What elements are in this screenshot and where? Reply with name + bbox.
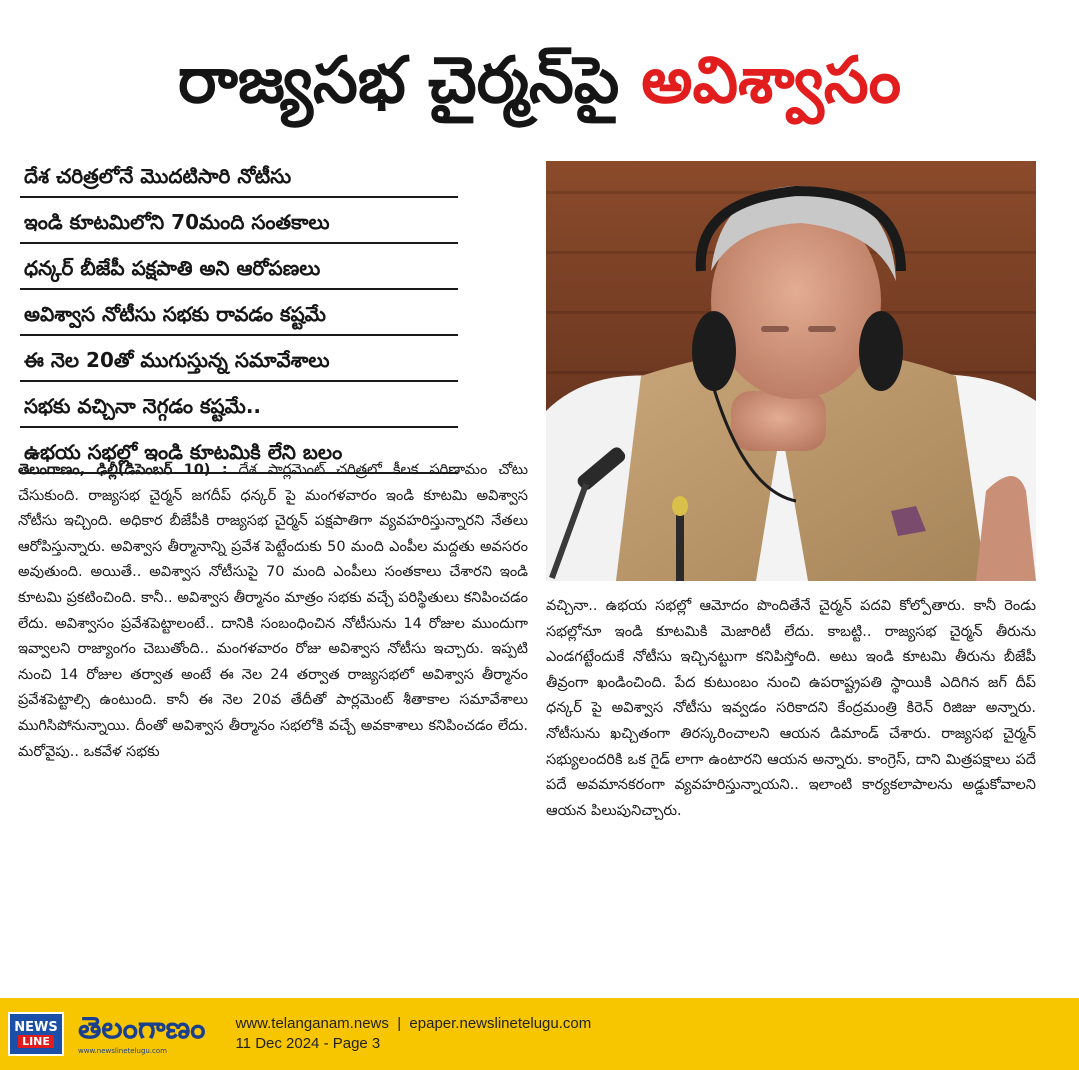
article-right-column — [546, 594, 1036, 824]
headline-part1: రాజ్యసభ చైర్మన్‌పై — [177, 44, 620, 118]
logo-news-text: NEWS — [14, 1019, 58, 1035]
highlight-item: ధన్కర్ బీజేపీ పక్షపాతి అని ఆరోపణలు — [20, 248, 458, 290]
telanganam-logo — [78, 1010, 206, 1055]
footer-date-page: 11 Dec 2024 - Page 3 — [235, 1035, 381, 1052]
logo-line-text: LINE — [18, 1035, 54, 1048]
article-dateline: తెలంగాణం, ఢిల్లీ(డిసెంబర్ 10) : — [18, 462, 228, 478]
article-left-column — [18, 458, 528, 765]
highlight-item: అవిశ్వాస నోటీసు సభకు రావడం కష్టమే — [20, 294, 458, 336]
highlight-item: ఈ నెల 20తో ముగుస్తున్న సమావేశాలు — [20, 340, 458, 382]
footer-bar — [0, 998, 1079, 1070]
highlights-list — [20, 156, 458, 478]
footer-links[interactable]: www.telanganam.news | epaper.newslinetelugu.com — [235, 1015, 592, 1032]
highlight-item: ఇండి కూటమిలోని 70మంది సంతకాలు — [20, 202, 458, 244]
chairman-photo — [546, 161, 1036, 581]
headline-part2: అవిశ్వాసం — [641, 44, 902, 118]
highlight-item: సభకు వచ్చినా నెగ్గడం కష్టమే.. — [20, 386, 458, 428]
highlight-item: దేశ చరిత్రలోనే మొదటిసారి నోటీసు — [20, 156, 458, 198]
highlight-item: ఉభయ సభల్లో ఇండి కూటమికి లేని బలం — [20, 432, 458, 474]
newsline-logo — [8, 1012, 64, 1056]
photo-illustration — [546, 161, 1036, 581]
article-right-text: వచ్చినా.. ఉభయ సభల్లో ఆమోదం పొందితేనే చైర్మన్ పదవి కోల్పోతారు. కానీ రెండు సభల్లోనూ ఇండి కూటమికి మెజారిటీ లేదు. కాబట్టి.. రాజ్యసభ చైర్మన్ తీరును ఎండగట్టేందుకే నోటీసు ఇచ్చినట్టుగా కనిపిస్తోంది. అటు ఇండి కూటమి తీరును బీజేపీ తీవ్రంగా ఖండించింది. పేద కుటుంబం నుంచి ఉపరాష్ట్రపతి స్థాయికి ఎదిగిన జగ్ దీప్ ధన్కర్ పై అవిశ్వాస నోటీసు ఇవ్వడం సరికాదని కేంద్రమంత్రి కిరెన్ రిజిజు అన్నారు. నోటీసును ఖచ్చితంగా తిరస్కరించాలని ఆయన డిమాండ్ చేశారు. రాజ్యసభ చైర్మన్ సభ్యులందరికి ఒక గైడ్ లాగా ఉంటారని ఆయన అన్నారు. కాంగ్రెస్, దాని మిత్రపక్షాలు పదే పదే అవమానకరంగా వ్యవహరిస్తున్నాయని.. ఇలాంటి కార్యకలాపాలను అడ్డుకోవాలని ఆయన పిలుపునిచ్చారు. — [546, 598, 1036, 819]
footer-info — [235, 1014, 591, 1054]
article-left-text: దేశ పార్లమెంట్ చరిత్రలో కీలక పరిణామం చోటు చేసుకుంది. రాజ్యసభ చైర్మన్ జగదీప్ ధన్కర్ పై మంగళవారం ఇండి కూటమి అవిశ్వాస నోటీసు ఇచ్చింది. అధికార బీజేపీకి రాజ్యసభ చైర్మన్ పక్షపాతిగా వ్యవహరిస్తున్నారని నేతలు ఆరోపిస్తున్నారు. అవిశ్వాస తీర్మానాన్ని ప్రవేశ పెట్టేందుకు 50 మంది ఎంపీల మద్దతు అవసరం అవుతుంది. అయితే.. అవిశ్వాస నోటీసుపై 70 మంది ఎంపీలు సంతకాలు చేశారని ఇండి కూటమి ప్రకటించింది. కానీ.. అవిశ్వాస తీర్మానం మాత్రం సభకు వచ్చే పరిస్థితులు కనిపించడం లేదు. అవిశ్వాసం ప్రవేశపెట్టాలంటే.. దానికి సంబంధించిన నోటీసును 14 రోజుల ముందుగా ఇవ్వాలని రాజ్యాంగం చెబుతోంది.. మంగళవారం రోజు అవిశ్వాస నోటీసు ఇచ్చారు. ఇప్పటి నుంచి 14 రోజుల తర్వాత అంటే ఈ నెల 24 తర్వాత రాజ్యసభలో అవిశ్వాస తీర్మానం ప్రవేశపెట్టాల్సి ఉంటుంది. కానీ ఈ నెల 20వ తేదీతో పార్లమెంట్ శీతాకాల సమావేశాలు ముగిసిపోనున్నాయి. దీంతో అవిశ్వాస తీర్మానం సభలోకి వచ్చే అవకాశాలు కనిపించడం లేదు. మరోవైపు.. ఒకవేళ సభకు — [18, 462, 529, 760]
headline — [18, 22, 1061, 140]
brand-name: తెలంగాణం — [78, 1010, 206, 1046]
brand-site: www.newslinetelugu.com — [78, 1046, 167, 1055]
